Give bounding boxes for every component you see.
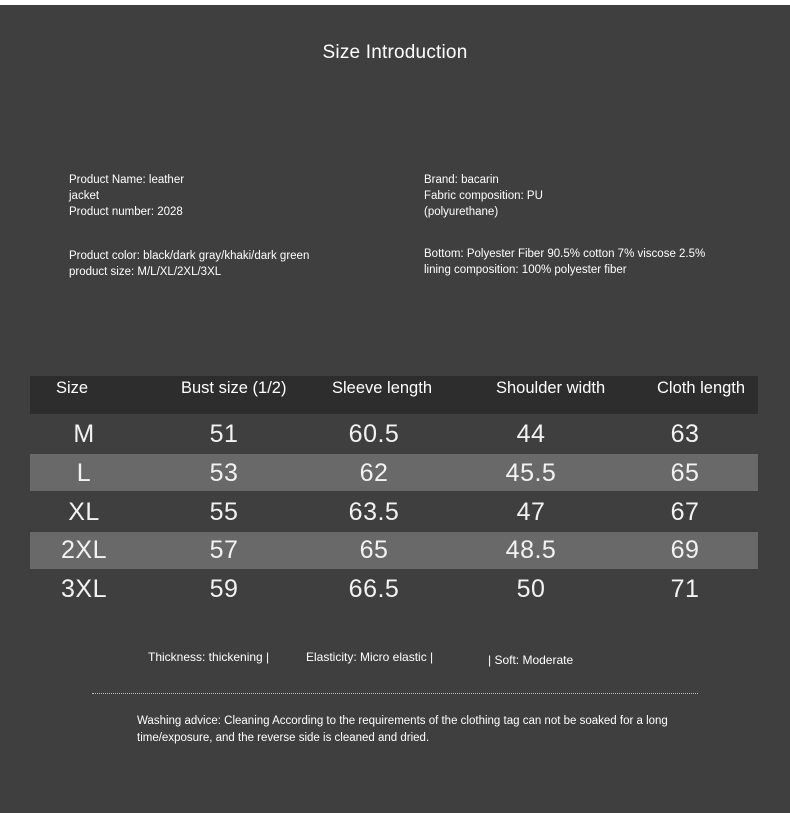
table-cell: 48.5: [505, 536, 557, 564]
header-size: Size: [56, 379, 89, 397]
header-bust: Bust size (1/2): [181, 379, 287, 397]
washing-advice: Washing advice: Cleaning According to the requirements of the clothing tag can not be soaked for a long time/exposure, and the reverse side is cleaned and dried.: [137, 715, 668, 744]
table-row: [30, 454, 758, 491]
table-cell: 65: [670, 459, 700, 487]
elasticity-attribute: Elasticity: Micro elastic |: [306, 650, 434, 664]
table-cell: 60.5: [348, 420, 400, 448]
table-cell: 65: [359, 536, 389, 564]
header-sleeve: Sleeve length: [332, 379, 432, 397]
table-cell: 2XL: [61, 536, 107, 564]
table-cell: XL: [68, 498, 100, 526]
table-cell: 50: [516, 575, 546, 603]
table-cell: 51: [209, 420, 239, 448]
header-cloth: Cloth length: [657, 379, 746, 397]
table-cell: 57: [209, 536, 239, 564]
table-cell: 63.5: [348, 498, 400, 526]
header-shoulder: Shoulder width: [496, 379, 606, 397]
table-cell: 63: [670, 420, 700, 448]
table-cell: 44: [516, 420, 546, 448]
product-name-info: Product Name: leather jacket Product number: 2028: [69, 174, 185, 218]
table-cell: 67: [670, 498, 700, 526]
table-cell: 45.5: [505, 459, 557, 487]
table-cell: 55: [209, 498, 239, 526]
table-cell: 66.5: [348, 575, 400, 603]
table-cell: 3XL: [61, 575, 107, 603]
page-title: Size Introduction: [322, 42, 468, 63]
table-cell: 53: [209, 459, 239, 487]
thickness-attribute: Thickness: thickening |: [148, 650, 270, 664]
brand-info: Brand: bacarin Fabric composition: PU (polyurethane): [424, 174, 543, 218]
dotted-divider: [92, 693, 698, 694]
table-cell: M: [73, 420, 95, 448]
table-cell: 59: [209, 575, 239, 603]
softness-attribute: | Soft: Moderate: [488, 653, 574, 667]
table-cell: 69: [670, 536, 700, 564]
table-cell: 62: [359, 459, 389, 487]
bottom-composition-info: Bottom: Polyester Fiber 90.5% cotton 7% viscose 2.5% lining composition: 100% polyester fiber: [424, 248, 706, 276]
product-color-info: Product color: black/dark gray/khaki/dark green product size: M/L/XL/2XL/3XL: [69, 250, 310, 278]
table-cell: L: [76, 459, 92, 487]
table-row: [30, 532, 758, 569]
table-cell: 47: [516, 498, 546, 526]
table-cell: 71: [670, 575, 700, 603]
